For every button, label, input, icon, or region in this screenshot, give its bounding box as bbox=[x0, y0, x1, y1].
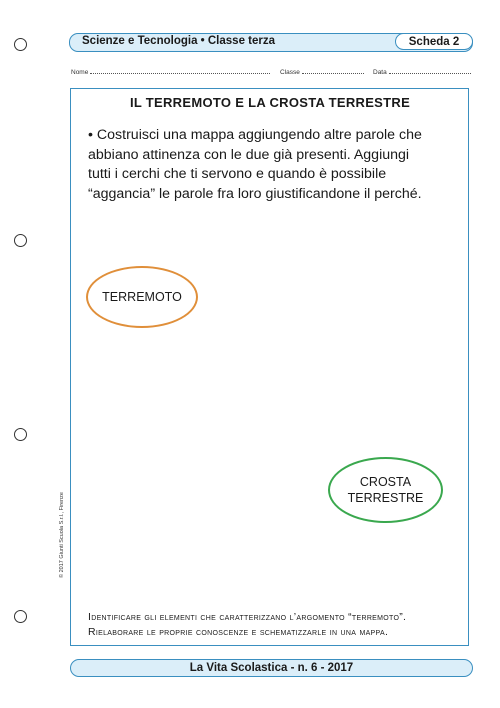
circle-terremoto bbox=[86, 266, 198, 328]
goal-line-1: Identificare gli elementi che caratterizzano l’argomento “terremoto”. bbox=[88, 611, 407, 623]
binder-hole bbox=[14, 610, 27, 623]
header-bar bbox=[69, 33, 473, 52]
copyright-note: © 2017 Giunti Scuola S.r.l., Firenze bbox=[59, 492, 65, 578]
date-label: Data bbox=[373, 69, 387, 76]
name-field[interactable] bbox=[71, 67, 270, 76]
date-field[interactable] bbox=[373, 67, 471, 76]
instruction-text: • Costruisci una mappa aggiungendo altre parole che abbiano attinenza con le due già presenti. Aggiungi tutti i cerchi che ti servono e quando è possibile “aggancia” le parole fra loro giustificandone il perché. bbox=[88, 127, 422, 202]
circle-terremoto-label: TERREMOTO bbox=[102, 290, 182, 304]
name-label: Nome bbox=[71, 69, 89, 76]
circle-crosta-terrestre bbox=[328, 457, 443, 523]
goal-line-2: Rielaborare le proprie conoscenze e schematizzarle in una mappa. bbox=[88, 626, 389, 638]
subject-label: Scienze e Tecnologia • Classe terza bbox=[82, 35, 276, 47]
circle-crosta-label-line1: CROSTA bbox=[359, 475, 412, 489]
sheet-label: Scheda 2 bbox=[395, 33, 473, 50]
binder-hole bbox=[14, 428, 27, 441]
learning-goals bbox=[88, 610, 468, 640]
class-field[interactable] bbox=[280, 67, 364, 76]
footer-bar: La Vita Scolastica - n. 6 - 2017 bbox=[70, 659, 473, 677]
binder-hole bbox=[14, 38, 27, 51]
class-label: Classe bbox=[280, 69, 300, 76]
circle-crosta-label-line2: TERRESTRE bbox=[347, 491, 424, 505]
binder-hole bbox=[14, 234, 27, 247]
page-title: IL TERREMOTO E LA CROSTA TERRESTRE bbox=[129, 95, 411, 110]
